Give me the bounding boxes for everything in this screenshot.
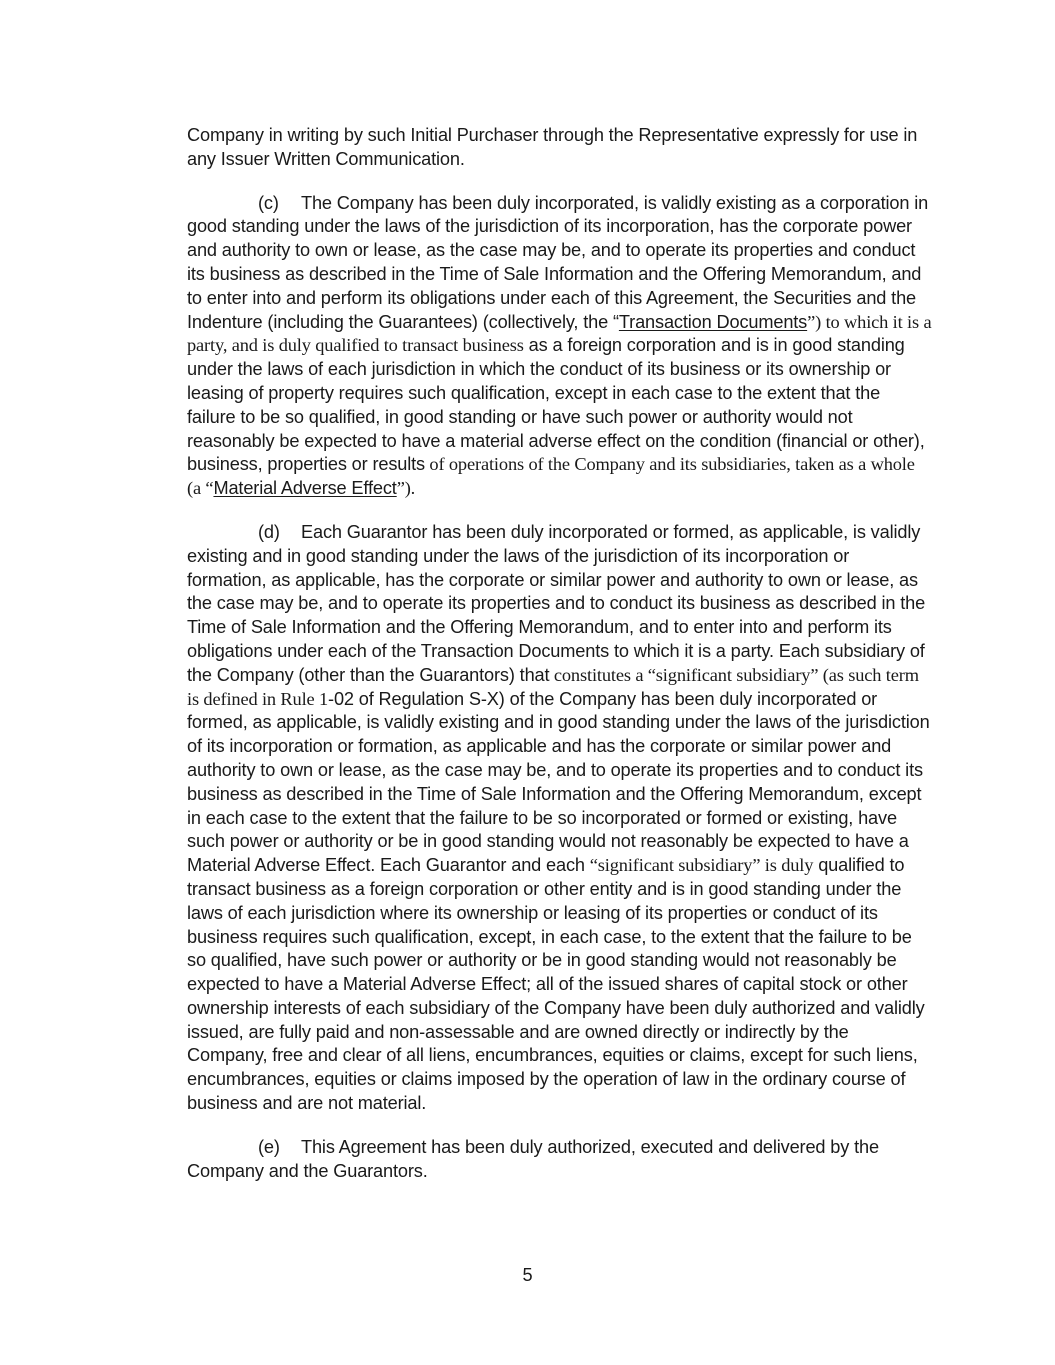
paragraph-e [187,1136,932,1184]
defined-term-transaction-documents: Transaction Documents [618,311,808,332]
paragraph-c-text-end: ”). [396,478,416,499]
paragraph-e-text: This Agreement has been duly authorized, executed and delivered by the Company and the Guarantors. [187,1136,879,1181]
paragraph-d-label: (d) [258,521,280,542]
paragraph-c-text-serif: ”) to which it is a party, and is duly qualified to transact business [187,311,932,356]
paragraph-e-label: (e) [258,1136,280,1157]
paragraph-d-text: Each Guarantor has been duly incorporated or formed, as applicable, is validly existing and in good standing under the laws of the jurisdiction of its incorporation or formation, as applicable, has the corporate or similar power and authority to own or lease, as the case may be, and to operate its properties and to conduct its business as described in the Time of Sale Information and the Offering Memorandum, and to enter into and perform its obligations under each of the Transaction Documents to which it is a party. Each subsidiary of the Company (other than the Guarantors) that [187,521,926,685]
paragraph-c-label: (c) [258,192,279,213]
paragraph-c [187,192,932,501]
continuation-text: Company in writing by such Initial Purchaser through the Representative expressly for use in any Issuer Written Communication. [187,125,918,169]
paragraph-d-text-serif: constitutes a “significant subsidiary” (as such term is defined in Rule 1 [187,664,919,709]
paragraph-d-text-end: qualified to transact business as a foreign corporation or other entity and is in good standing under the laws of each jurisdiction where its ownership or leasing of its properties or conduct of its business requires such qualification, except, in each case, to the extent that the failure to be so qualified, have such power or authority or be in good standing would not reasonably be expected to have a Material Adverse Effect; all of the issued shares of capital stock or other ownership interests of each subsidiary of the Company have been duly authorized and validly issued, are fully paid and non-assessable and are owned directly or indirectly by the Company, free and clear of all liens, encumbrances, equities or claims, except for such liens, encumbrances, equities or claims imposed by the operation of law in the ordinary course of business and are not material. [187,855,925,1114]
paragraph-c-text: The Company has been duly incorporated, is validly existing as a corporation in good standing under the laws of the jurisdiction of its incorporation, has the corporate power and authority to own or lease, as the case may be, and to operate its properties and conduct its business as described in the Time of Sale Information and the Offering Memorandum, and to enter into and perform its obligations under each of this Agreement, the Securities and the Indenture (including the Guarantees) (collectively, the “ [187,192,929,332]
paragraph-d [187,521,932,1116]
defined-term-material-adverse-effect: Material Adverse Effect [213,478,397,499]
continuation-paragraph [187,124,932,172]
paragraph-d-text-serif-2: “significant subsidiary” is duly [589,855,814,876]
document-body [187,124,932,1203]
paragraph-c-text-cont: as a foreign corporation and is in good standing under the laws of each jurisdiction in which the conduct of its business or its ownership or leasing of property requires such qualification, except in each case to the extent that the failure to be so qualified, in good standing or have such power or authority would not reasonably be expected to have a material adverse effect on the condition (financial or other), business, properties or results [187,335,925,475]
paragraph-d-text-cont: -02 of Regulation S-X) of the Company has been duly incorporated or formed, as applicable, is validly existing and in good standing under the laws of the jurisdiction of its incorporation or formation, as applicable and has the corporate or similar power and authority to own or lease, as the case may be, and to operate its properties and to conduct its business as described in the Time of Sale Information and the Offering Memorandum, except in each case to the extent that the failure to be so incorporated or formed or existing, have such power or authority or be in good standing would not reasonably be expected to have a Material Adverse Effect. Each Guarantor and each [187,688,930,876]
paragraph-c-text-serif-2: of operations of the Company and its subsidiaries, taken as a whole (a “ [187,454,915,499]
page-number: 5 [522,1265,533,1285]
